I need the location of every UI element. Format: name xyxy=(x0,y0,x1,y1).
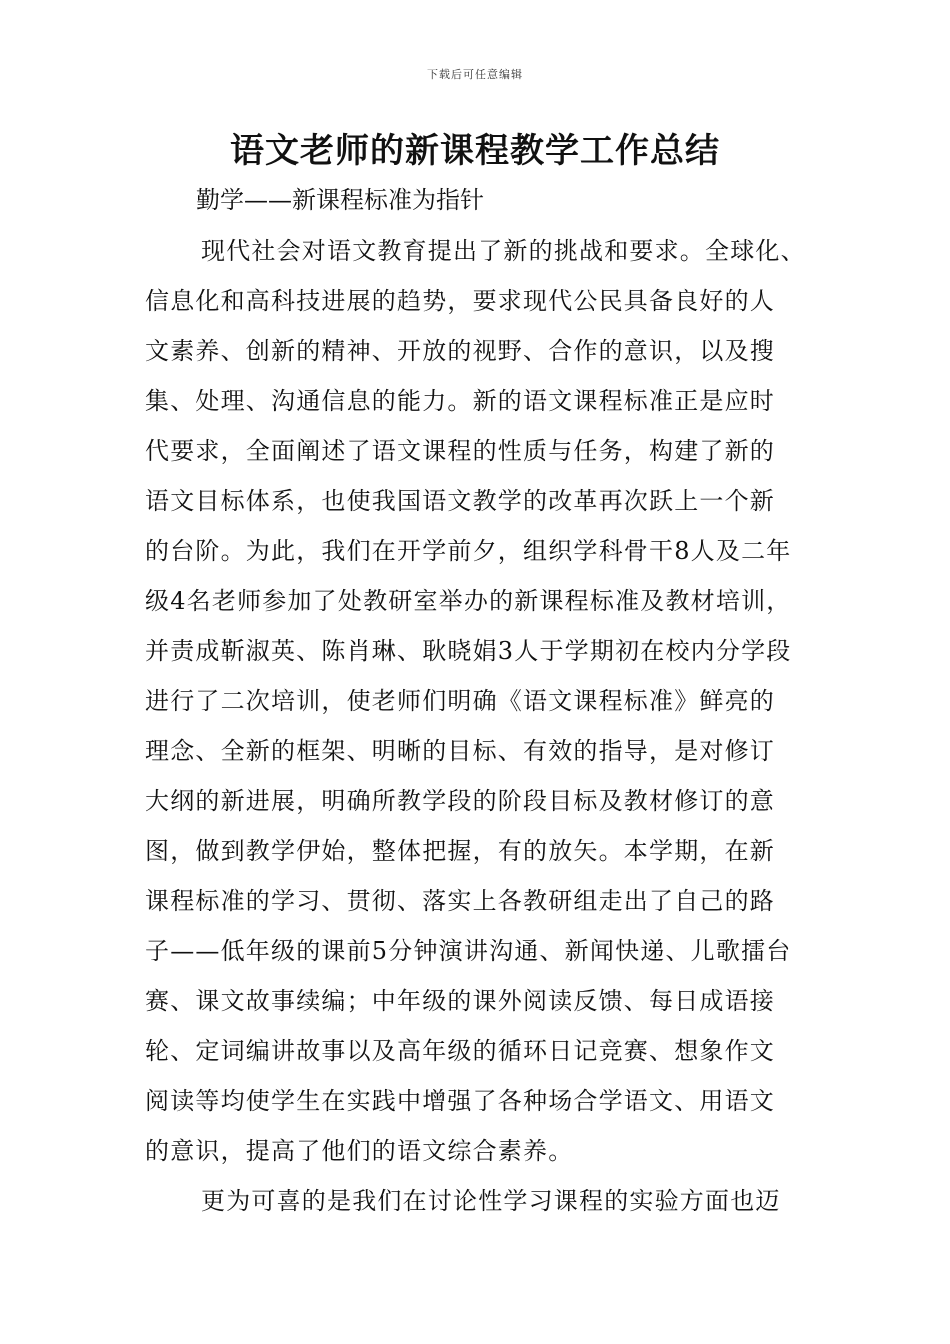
section-subtitle: 勤学——新课程标准为指针 xyxy=(196,186,484,214)
paragraph-1-line: 理念、全新的框架、明晰的目标、有效的指导，是对修订 xyxy=(145,737,775,765)
paragraph-1-line: 代要求，全面阐述了语文课程的性质与任务，构建了新的 xyxy=(145,437,775,465)
paragraph-1-line: 并责成靳淑英、陈肖琳、耿晓娟3人于学期初在校内分学段 xyxy=(145,637,792,665)
header-note: 下载后可任意编辑 xyxy=(427,68,523,81)
paragraph-1-line: 阅读等均使学生在实践中增强了各种场合学语文、用语文 xyxy=(145,1087,775,1115)
paragraph-1-line: 图，做到教学伊始，整体把握，有的放矢。本学期，在新 xyxy=(145,837,775,865)
paragraph-1-line: 的意识，提高了他们的语文综合素养。 xyxy=(145,1137,574,1165)
paragraph-1-line: 轮、定词编讲故事以及高年级的循环日记竞赛、想象作文 xyxy=(145,1037,775,1065)
paragraph-1-line: 集、处理、沟通信息的能力。新的语文课程标准正是应时 xyxy=(145,387,775,415)
paragraph-1-line: 的台阶。为此，我们在开学前夕，组织学科骨干8人及二年 xyxy=(145,537,792,565)
paragraph-1-line: 子——低年级的课前5分钟演讲沟通、新闻快递、儿歌擂台 xyxy=(145,937,792,965)
body-text xyxy=(145,226,805,1226)
paragraph-1-line: 语文目标体系，也使我国语文教学的改革再次跃上一个新 xyxy=(145,487,775,515)
paragraph-1-line: 赛、课文故事续编；中年级的课外阅读反馈、每日成语接 xyxy=(145,987,775,1015)
document-title: 语文老师的新课程教学工作总结 xyxy=(230,131,720,171)
paragraph-1-line: 进行了二次培训，使老师们明确《语文课程标准》鲜亮的 xyxy=(145,687,775,715)
paragraph-1-line: 信息化和高科技进展的趋势，要求现代公民具备良好的人 xyxy=(145,287,775,315)
paragraph-1-line: 大纲的新进展，明确所教学段的阶段目标及教材修订的意 xyxy=(145,787,775,815)
paragraph-1-line: 文素养、创新的精神、开放的视野、合作的意识，以及搜 xyxy=(145,337,775,365)
paragraph-2-line: 更为可喜的是我们在讨论性学习课程的实验方面也迈 xyxy=(201,1187,781,1215)
paragraph-1-line: 现代社会对语文教育提出了新的挑战和要求。全球化、 xyxy=(201,237,806,265)
paragraph-1-line: 级4名老师参加了处教研室举办的新课程标准及教材培训， xyxy=(145,587,792,615)
paragraph-1-line: 课程标准的学习、贯彻、落实上各教研组走出了自己的路 xyxy=(145,887,775,915)
